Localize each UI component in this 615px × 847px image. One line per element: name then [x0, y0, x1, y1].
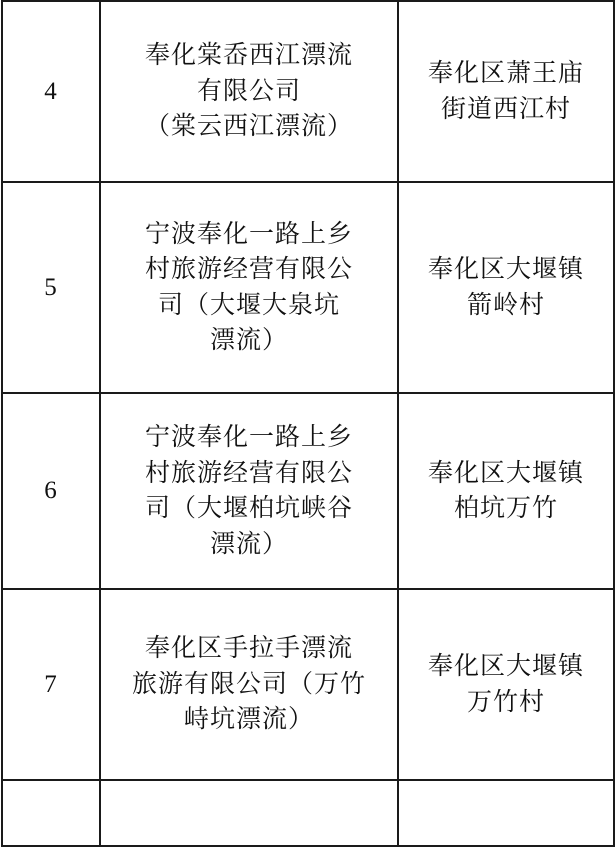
company-name-text: 宁波奉化一路上乡 村旅游经营有限公 司（大堰柏坑峡谷 漂流） [144, 424, 353, 558]
table-row [2, 589, 614, 780]
company-name-cell [100, 589, 398, 780]
row-index-cell [2, 780, 100, 846]
row-index-text: 4 [44, 77, 58, 105]
row-index-text: 5 [44, 273, 58, 301]
company-name-cell [100, 1, 398, 182]
table-row [2, 393, 614, 589]
company-name-cell [100, 780, 398, 846]
address-text: 奉化区大堰镇 箭岭村 [427, 256, 584, 319]
row-index-cell [2, 182, 100, 393]
address-cell [398, 182, 614, 393]
table-row [2, 182, 614, 393]
table-row [2, 1, 614, 182]
address-text: 奉化区大堰镇 柏坑万竹 [427, 459, 584, 522]
table-row [2, 780, 614, 846]
table-body [2, 1, 614, 846]
address-text: 奉化区萧王庙 街道西江村 [427, 60, 584, 123]
row-index-cell [2, 393, 100, 589]
company-name-cell [100, 182, 398, 393]
address-text: 奉化区大堰镇 万竹村 [427, 653, 584, 716]
company-name-text: 宁波奉化一路上乡 村旅游经营有限公 司（大堰大泉坑 漂流） [144, 220, 353, 354]
row-index-cell [2, 1, 100, 182]
address-cell [398, 393, 614, 589]
address-cell [398, 1, 614, 182]
company-name-text: 奉化棠岙西江漂流 有限公司 （棠云西江漂流） [144, 42, 353, 141]
company-name-text: 奉化区手拉手漂流 旅游有限公司（万竹 峙坑漂流） [131, 635, 366, 734]
row-index-cell [2, 589, 100, 780]
company-name-cell [100, 393, 398, 589]
data-table [1, 0, 615, 847]
row-index-text: 7 [44, 670, 58, 698]
address-cell [398, 780, 614, 846]
address-cell [398, 589, 614, 780]
row-index-text: 6 [44, 477, 58, 505]
